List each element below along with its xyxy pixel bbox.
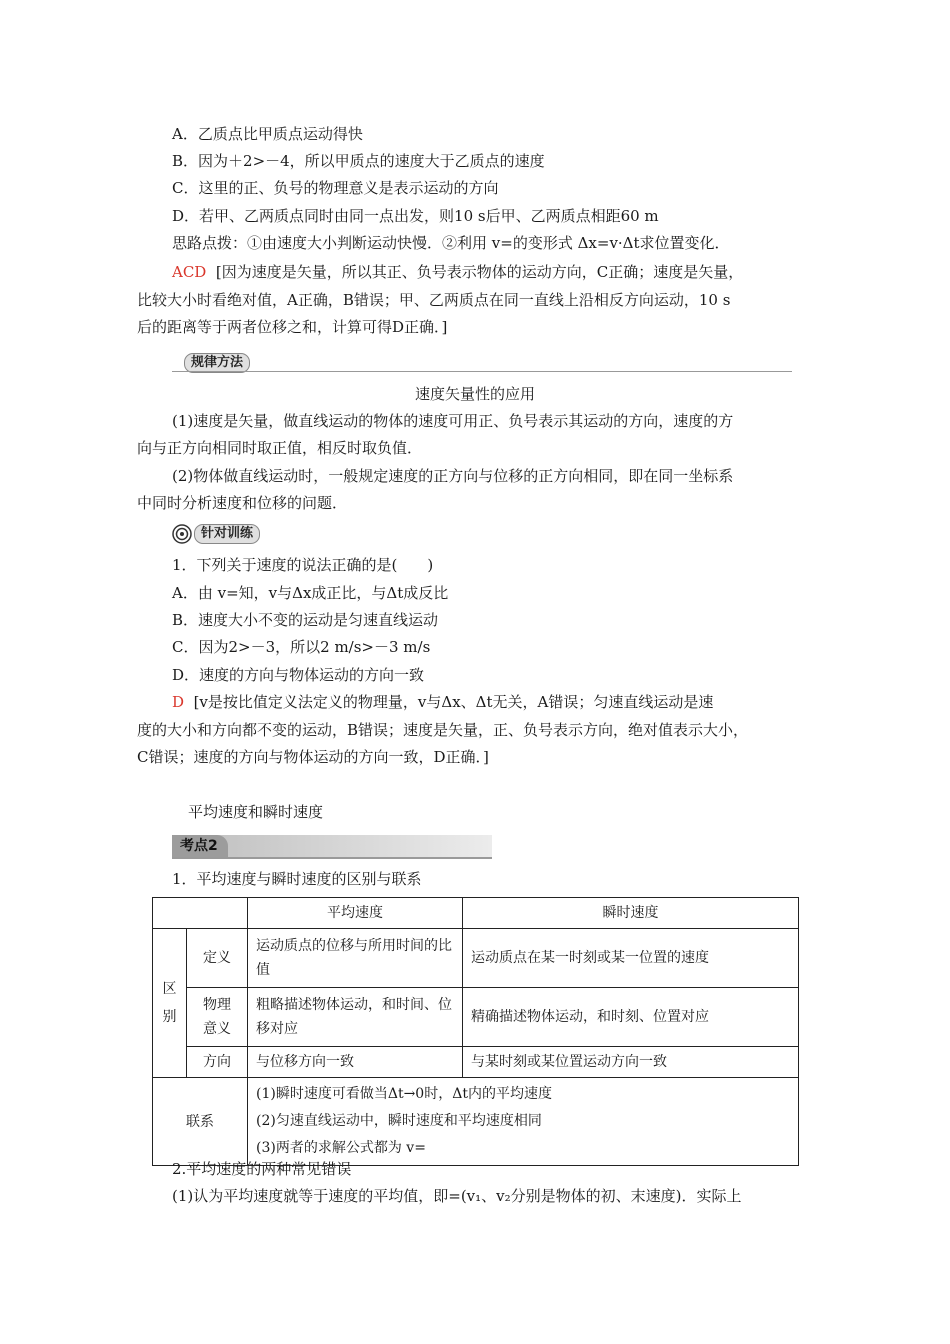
method-title: 速度矢量性的应用 [414,385,535,403]
table-header-row [153,898,799,929]
table-row-label: 定义 [187,929,248,988]
method-line-3: (2)物体做直线运动时，一般规定速度的正方向与位移的正方向相同，即在同一坐标系 [172,467,734,485]
answer-1-key: ACD [172,263,207,281]
answer-1-line-1 [172,262,743,282]
kaodian-tag [172,835,492,857]
question-option-a: A．由 v=知，v与Δx成正比，与Δt成反比 [172,584,449,602]
table-lianxi-content [248,1078,799,1166]
table-cell-avg: 运动质点的位移与所用时间的比值 [248,929,463,988]
table-lianxi-row [153,1078,799,1166]
last-line: (1)认为平均速度就等于速度的平均值，即=(v₁、v₂分别是物体的初、末速度)．实际上 [172,1187,742,1205]
kaodian-label: 考点2 [172,835,228,857]
option-a: A．乙质点比甲质点运动得快 [172,125,363,143]
table-row-label-text: 物理意义 [202,997,231,1037]
answer-2-text-1: [v是按比值定义法定义的物理量，v与Δx、Δt无关，A错误；匀速直线运动是速 [193,693,714,711]
item-2: 2.平均速度的两种常见错误 [172,1160,352,1178]
table-row [153,1047,799,1078]
answer-1-line-2: 比较大小时看绝对值，A正确，B错误；甲、乙两质点在同一直线上沿相反方向运动，10 s [137,291,731,309]
lianxi-line-3: (3)两者的求解公式都为 v= [256,1140,426,1156]
table-cell-inst: 精确描述物体运动，和时刻、位置对应 [463,988,799,1047]
table-lianxi-label: 联系 [153,1078,248,1166]
method-line-4: 中同时分析速度和位移的问题． [137,494,348,512]
question-option-c: C．因为2>－3，所以2 m/s>－3 m/s [172,638,431,656]
answer-1-line-3: 后的距离等于两者位移之和，计算可得D正确．] [137,318,448,336]
lianxi-line-1: (1)瞬时速度可看做当Δt→0时，Δt内的平均速度 [256,1086,552,1102]
method-tag-label: 规律方法 [184,353,250,373]
question-option-b: B．速度大小不变的运动是匀速直线运动 [172,611,439,629]
table-row-label [187,988,248,1047]
answer-2-key: D [172,693,185,711]
table-cell-inst: 与某时刻或某位置运动方向一致 [463,1047,799,1078]
table-qubie-cell [153,929,187,1078]
option-c: C．这里的正、负号的物理意义是表示运动的方向 [172,179,499,197]
answer-2-line-2: 度的大小和方向都不变的运动，B错误；速度是矢量，正、负号表示方向，绝对值表示大小， [137,721,749,739]
method-tag [172,353,792,373]
comparison-table [152,897,799,1166]
question-option-d: D．速度的方向与物体运动的方向一致 [172,666,425,684]
option-d: D．若甲、乙两质点同时由同一点出发，则10 s后甲、乙两质点相距60 m [172,207,659,225]
lianxi-line-2: (2)匀速直线运动中，瞬时速度和平均速度相同 [256,1113,542,1129]
table-qubie: 区别 [162,981,177,1025]
table-head-inst: 瞬时速度 [463,898,799,929]
answer-2-line-3: C错误；速度的方向与物体运动的方向一致，D正确．] [137,748,489,766]
question-text: 1．下列关于速度的说法正确的是( ) [172,556,434,574]
table-row-label: 方向 [187,1047,248,1078]
method-line-2: 向与正方向相同时取正值，相反时取负值． [137,439,423,457]
item-1: 1．平均速度与瞬时速度的区别与联系 [172,870,422,888]
table-cell-inst: 运动质点在某一时刻或某一位置的速度 [463,929,799,988]
option-b: B．因为＋2>－4，所以甲质点的速度大于乙质点的速度 [172,152,545,170]
answer-1-text-1: [因为速度是矢量，所以其正、负号表示物体的运动方向，C正确；速度是矢量， [215,263,744,281]
hint-line: 思路点拨：①由速度大小判断运动快慢．②利用 v=的变形式 Δx=v·Δt求位置变化． [172,234,730,252]
target-icon [172,524,192,544]
section-title: 平均速度和瞬时速度 [188,803,324,821]
table-cell-avg: 与位移方向一致 [248,1047,463,1078]
table-head-avg: 平均速度 [248,898,463,929]
method-line-1: (1)速度是矢量，做直线运动的物体的速度可用正、负号表示其运动的方向，速度的方 [172,412,734,430]
practice-tag-label: 针对训练 [194,524,260,544]
table-row [153,929,799,988]
practice-tag [172,524,272,544]
table-row [153,988,799,1047]
answer-2-line-1 [172,692,713,712]
method-tag-rule [172,371,792,372]
table-cell-avg: 粗略描述物体运动，和时间、位移对应 [248,988,463,1047]
table-corner-cell [153,898,248,929]
